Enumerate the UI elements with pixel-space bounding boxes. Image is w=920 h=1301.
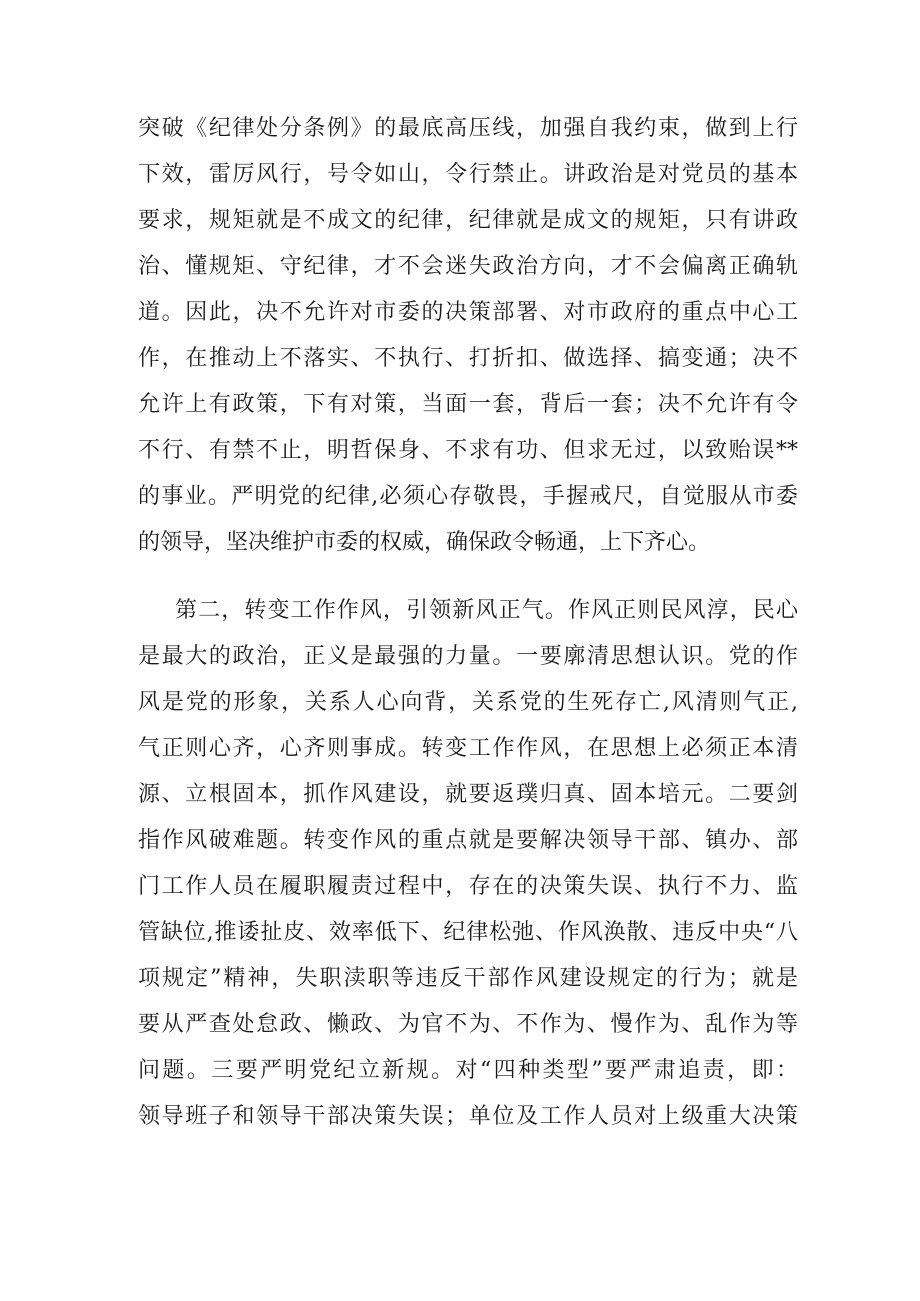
paragraph-2-line-1: 第二，转变工作作风，引领新风正气。作风正则民风淳，民心	[175, 598, 798, 623]
paragraph-1-line-4: 治、懂规矩、守纪律，才不会迷失政治方向，才不会偏离正确轨	[138, 254, 798, 279]
paragraph-2-line-3: 风是党的形象，关系人心向背，关系党的生死存亡,风清则气正,	[138, 690, 798, 715]
paragraph-2-line-11: 问题。三要严明党纪立新规。对“四种类型”要严肃追责，即：	[138, 1058, 798, 1083]
paragraph-2-line-7: 门工作人员在履职履责过程中，存在的决策失误、执行不力、监	[138, 874, 798, 899]
paragraph-1-line-3: 要求，规矩就是不成文的纪律，纪律就是成文的规矩，只有讲政	[138, 208, 798, 233]
paragraph-2-line-2: 是最大的政治，正义是最强的力量。一要廓清思想认识。党的作	[138, 644, 798, 669]
paragraph-1-line-5: 道。因此，决不允许对市委的决策部署、对市政府的重点中心工	[138, 300, 798, 325]
paragraph-2-line-5: 源、立根固本，抓作风建设，就要返璞归真、固本培元。二要剑	[138, 782, 798, 807]
paragraph-2-line-4: 气正则心齐，心齐则事成。转变工作作风，在思想上必须正本清	[138, 736, 798, 761]
paragraph-1-line-10: 的领导，坚决维护市委的权威，确保政令畅通，上下齐心。	[138, 530, 711, 555]
paragraph-1-line-1: 突破《纪律处分条例》的最底高压线，加强自我约束，做到上行	[138, 116, 798, 141]
paragraph-2-line-10: 要从严查处怠政、懒政、为官不为、不作为、慢作为、乱作为等	[138, 1012, 798, 1037]
paragraph-1-line-7: 允许上有政策，下有对策，当面一套，背后一套；决不允许有令	[138, 392, 798, 417]
paragraph-1-line-8: 不行、有禁不止，明哲保身、不求有功、但求无过，以致贻误**	[138, 438, 798, 463]
paragraph-2-line-12: 领导班子和领导干部决策失误；单位及工作人员对上级重大决策	[138, 1104, 798, 1129]
paragraph-1-line-2: 下效，雷厉风行，号令如山，令行禁止。讲政治是对党员的基本	[138, 162, 798, 187]
paragraph-2-line-9: 项规定”精神，失职渎职等违反干部作风建设规定的行为；就是	[138, 966, 798, 991]
paragraph-2-line-6: 指作风破难题。转变作风的重点就是要解决领导干部、镇办、部	[138, 828, 798, 853]
paragraph-1-line-6: 作，在推动上不落实、不执行、打折扣、做选择、搞变通；决不	[138, 346, 798, 371]
paragraph-1-line-9: 的事业。严明党的纪律,必须心存敬畏，手握戒尺，自觉服从市委	[138, 484, 798, 509]
paragraph-2-line-8: 管缺位,推诿扯皮、效率低下、纪律松弛、作风涣散、违反中央“八	[138, 920, 798, 945]
